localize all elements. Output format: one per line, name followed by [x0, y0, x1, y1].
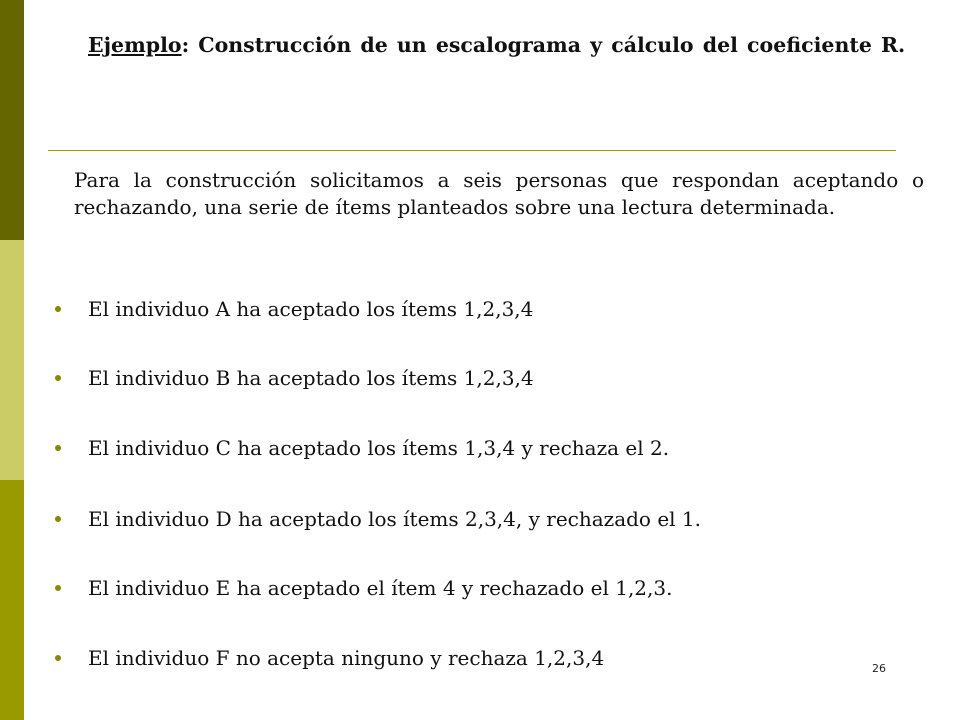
bullet-dot-icon — [55, 516, 61, 522]
bullet-dot-icon — [55, 375, 61, 381]
sidebar-segment-dark — [0, 0, 24, 240]
sidebar-segment-light — [0, 240, 24, 480]
page-number: 26 — [872, 662, 886, 675]
bullet-text: El individuo F no acepta ninguno y rechaza 1,2,3,4 — [88, 646, 605, 670]
slide-title — [88, 32, 920, 58]
title-divider — [48, 150, 896, 151]
title-text: : Construcción de un escalograma y cálculo del coeficiente R. — [181, 33, 906, 57]
bullet-text: El individuo D ha aceptado los ítems 2,3,4, y rechazado el 1. — [88, 507, 701, 531]
bullet-dot-icon — [55, 655, 61, 661]
bullet-text: El individuo C ha aceptado los ítems 1,3,4 y rechaza el 2. — [88, 436, 670, 460]
intro-paragraph: Para la construcción solicitamos a seis personas que respondan aceptando o rechazando, una serie de ítems planteados sobre una lectura determinada. — [74, 168, 924, 219]
sidebar-segment-mid — [0, 480, 24, 720]
bullet-dot-icon — [55, 306, 61, 312]
bullet-text: El individuo B ha aceptado los ítems 1,2,3,4 — [88, 366, 534, 390]
bullet-dot-icon — [55, 445, 61, 451]
bullet-text: El individuo E ha aceptado el ítem 4 y rechazado el 1,2,3. — [88, 576, 673, 600]
bullet-text: El individuo A ha aceptado los ítems 1,2,3,4 — [88, 297, 534, 321]
bullet-dot-icon — [55, 585, 61, 591]
title-keyword: Ejemplo — [88, 33, 182, 57]
